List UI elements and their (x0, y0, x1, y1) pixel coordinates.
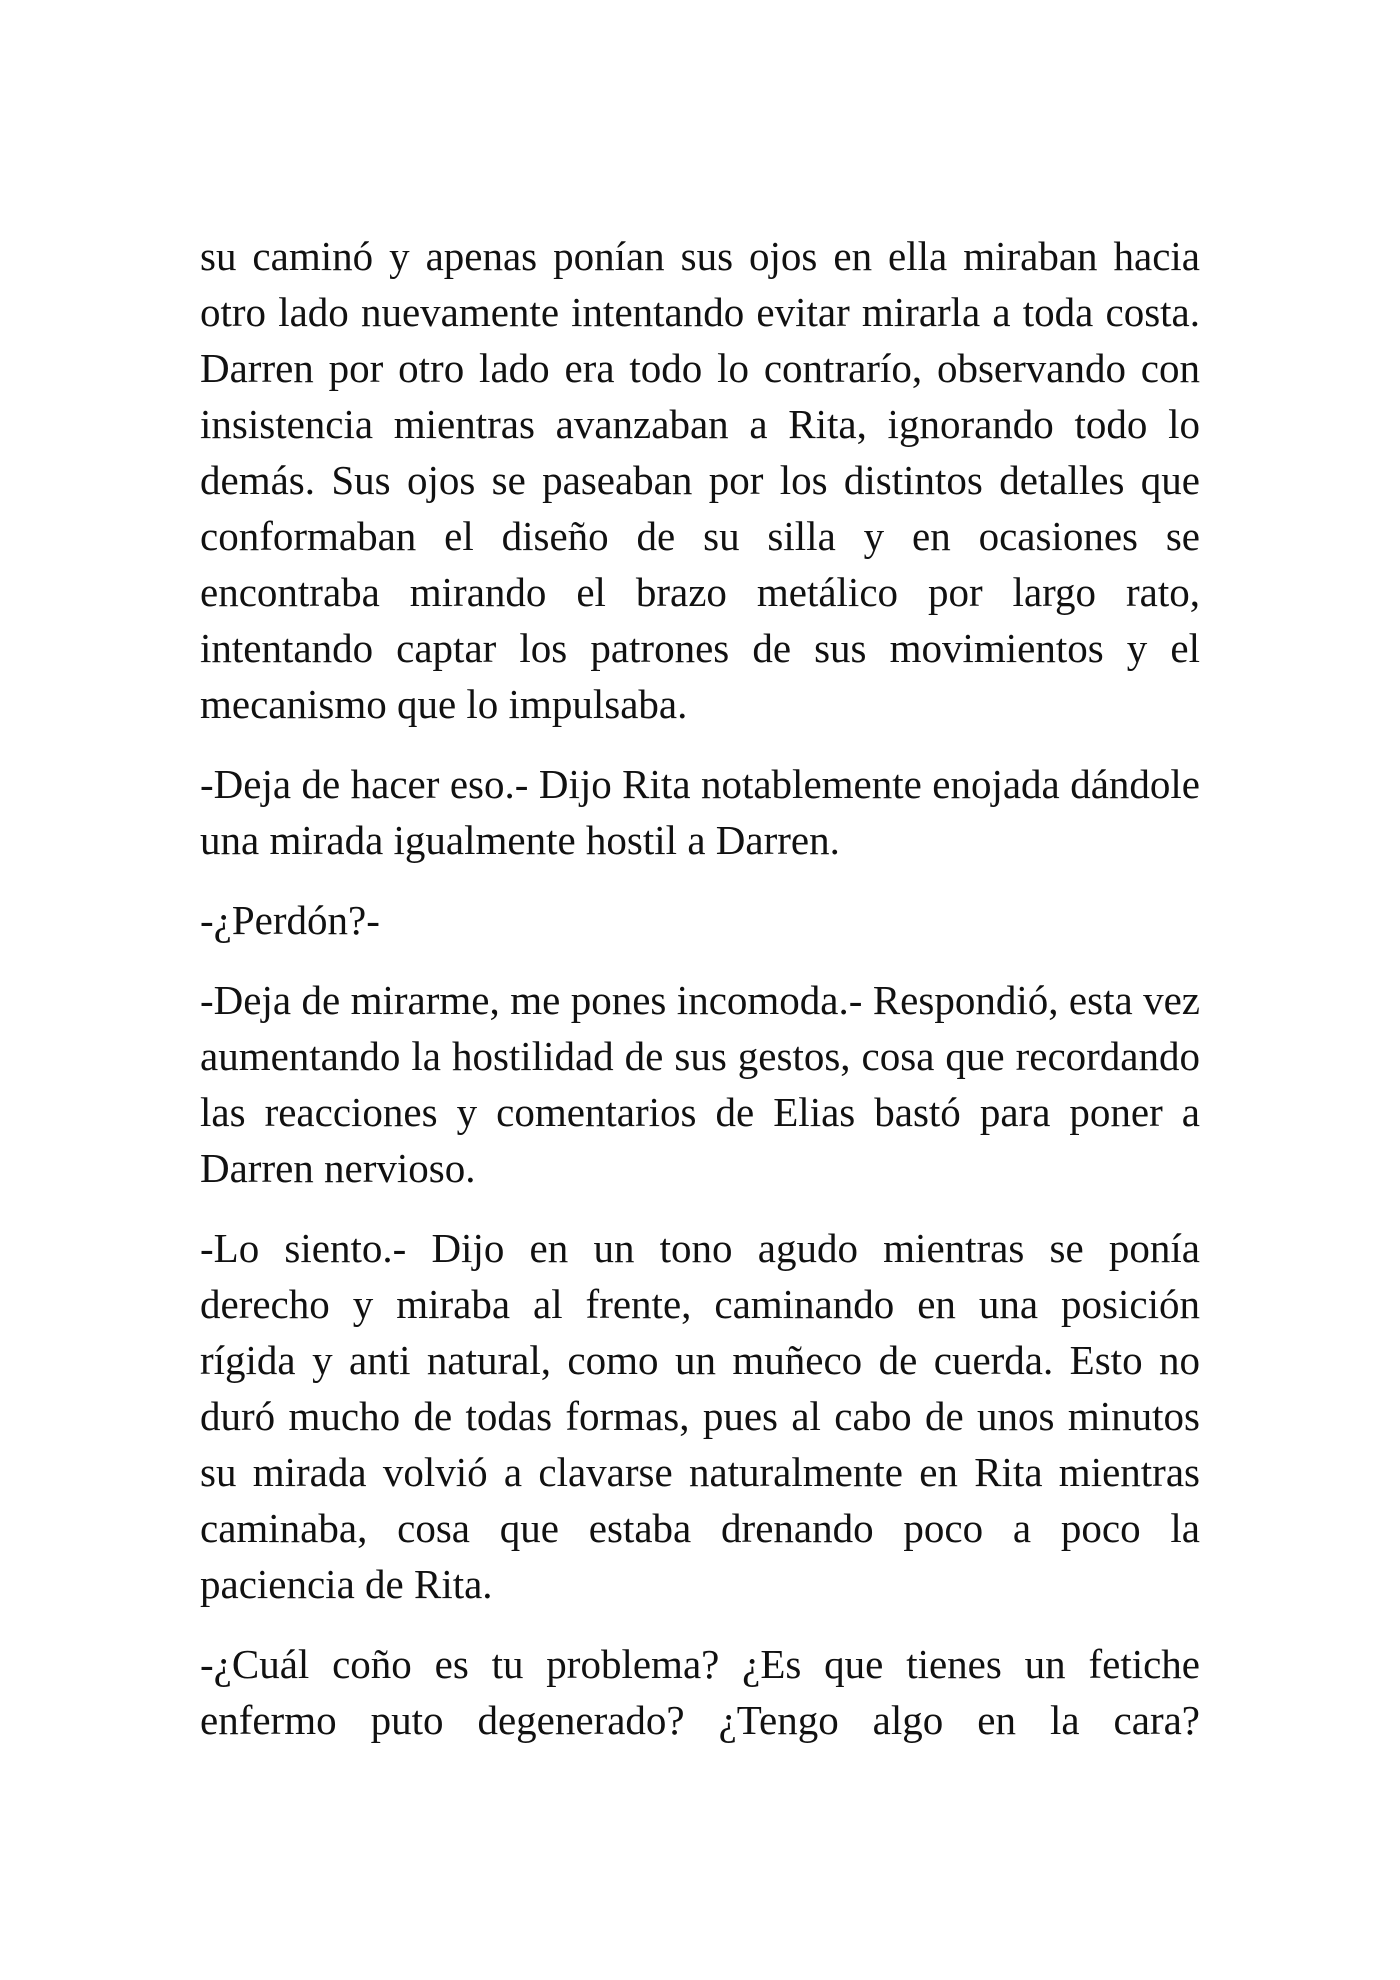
paragraph-2: -Deja de hacer eso.- Dijo Rita notablemente enojada dándole una mirada igualmente hostil a Darren. (200, 761, 1200, 863)
paragraph-4: -Deja de mirarme, me pones incomoda.- Respondió, esta vez aumentando la hostilidad de sus gestos, cosa que recordando las reacciones y comentarios de Elias bastó para poner a Darren nervioso. (200, 977, 1200, 1191)
paragraph-5: -Lo siento.- Dijo en un tono agudo mientras se ponía derecho y miraba al frente, caminando en una posición rígida y anti natural, como un muñeco de cuerda. Esto no duró mucho de todas formas, pues al cabo de unos minutos su mirada volvió a clavarse naturalmente en Rita mientras caminaba, cosa que estaba drenando poco a poco la paciencia de Rita. (200, 1225, 1200, 1607)
document-page (200, 228, 1200, 1748)
paragraph-1: su caminó y apenas ponían sus ojos en ella miraban hacia otro lado nuevamente intentando evitar mirarla a toda costa. Darren por otro lado era todo lo contrarío, observando con insistencia mientras avanzaban a Rita, ignorando todo lo demás. Sus ojos se paseaban por los distintos detalles que conformaban el diseño de su silla y en ocasiones se encontraba mirando el brazo metálico por largo rato, intentando captar los patrones de sus movimientos y el mecanismo que lo impulsaba. (200, 233, 1200, 727)
paragraph-3: -¿Perdón?- (200, 897, 380, 943)
paragraph-6: -¿Cuál coño es tu problema? ¿Es que tienes un fetiche enfermo puto degenerado? ¿Tengo algo en la cara? (200, 1641, 1200, 1743)
